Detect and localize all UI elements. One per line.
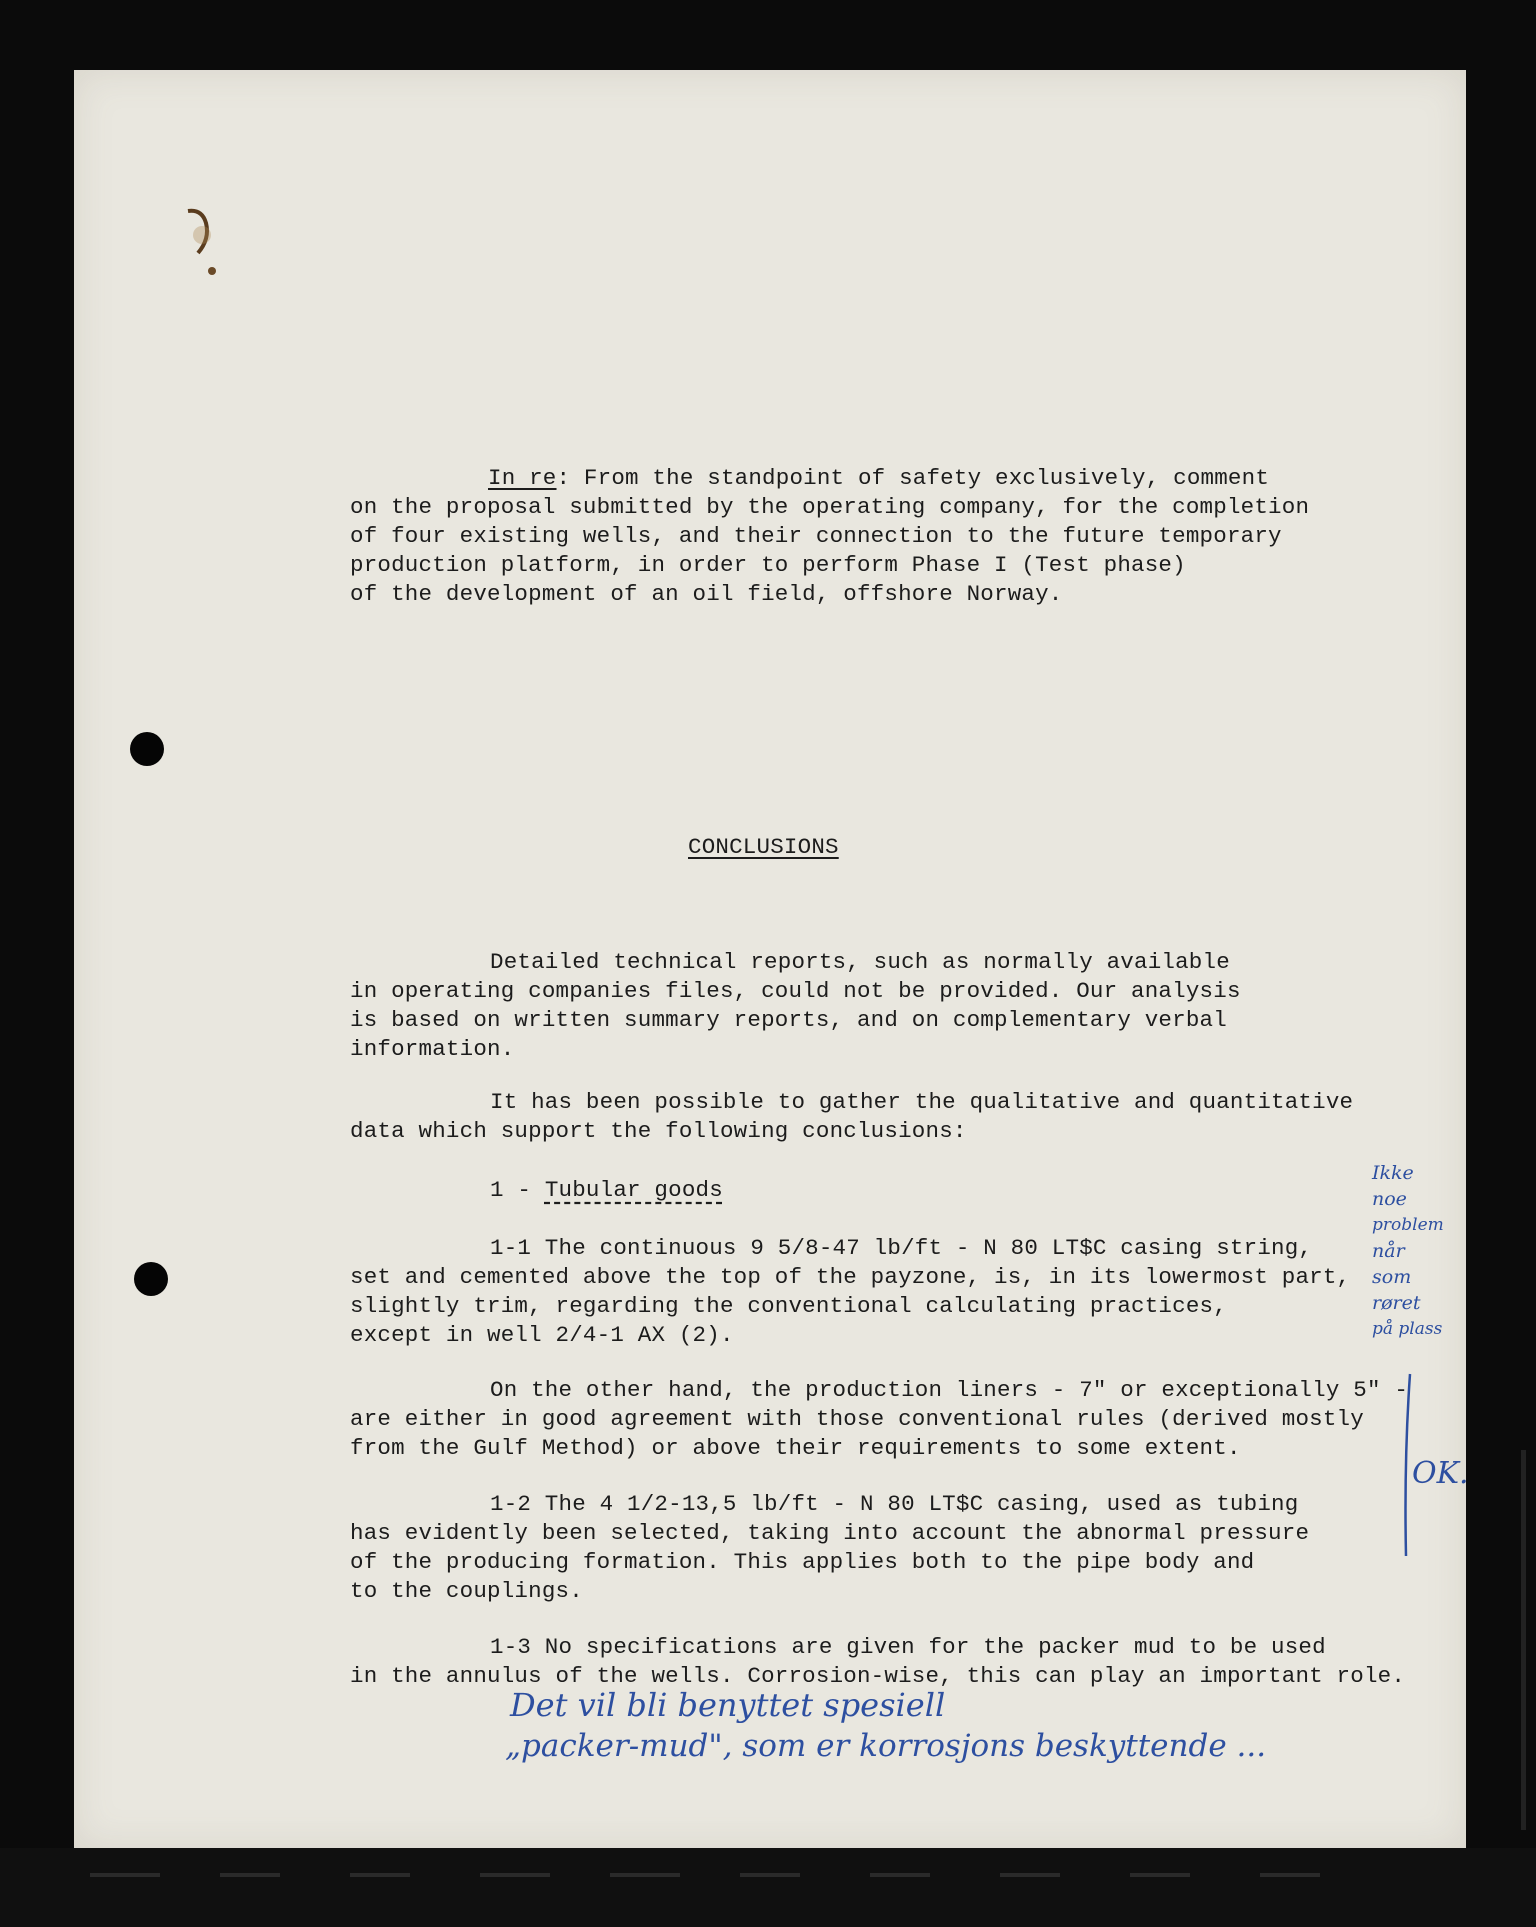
scan-border: [0, 1848, 1536, 1927]
punch-hole: [134, 1262, 168, 1296]
film-edge-mark: [610, 1873, 680, 1877]
p11-line: set and cemented above the top of the payzone, is, in its lowermost part,: [350, 1264, 1351, 1290]
intro-p2-line: It has been possible to gather the qualitative and quantitative: [490, 1089, 1354, 1115]
intro-p1-line: in operating companies files, could not be provided. Our analysis: [350, 978, 1241, 1004]
film-edge-mark: [90, 1873, 160, 1877]
p12-line: to the couplings.: [350, 1578, 583, 1604]
film-edge-mark: [1000, 1873, 1060, 1877]
p11-line: slightly trim, regarding the conventional calculating practices,: [350, 1293, 1227, 1319]
film-edge-mark: [740, 1873, 800, 1877]
p12-line: of the producing formation. This applies both to the pipe body and: [350, 1549, 1255, 1575]
section-1-title: Tubular goods: [544, 1177, 723, 1203]
conclusions-heading: CONCLUSIONS: [688, 834, 839, 860]
intro-p1-line: is based on written summary reports, and on complementary verbal: [350, 1007, 1227, 1033]
inre-label: In re: [488, 465, 557, 491]
rust-stain: [184, 205, 244, 285]
intro-p2-line: data which support the following conclusions:: [350, 1118, 967, 1144]
inre-line-2: on the proposal submitted by the operating company, for the completion: [350, 494, 1310, 520]
film-edge-right: [1521, 1450, 1526, 1830]
handwritten-line-2: „packer-mud", som er korrosjons beskyttende ...: [505, 1728, 1267, 1764]
section-1-heading: 1 - Tubular goods: [490, 1177, 723, 1203]
p13-line: 1-3 No specifications are given for the packer mud to be used: [490, 1634, 1326, 1660]
film-edge-mark: [870, 1873, 930, 1877]
inre-line-1: In re: From the standpoint of safety exclusively, comment: [488, 465, 1270, 491]
intro-p1-line: information.: [350, 1036, 515, 1062]
ok-note: OK.: [1412, 1456, 1469, 1491]
inre-line-5: of the development of an oil field, offshore Norway.: [350, 581, 1063, 607]
intro-p1-line: Detailed technical reports, such as normally available: [490, 949, 1230, 975]
film-edge-mark: [480, 1873, 550, 1877]
p12-line: has evidently been selected, taking into account the abnormal pressure: [350, 1520, 1310, 1546]
p11-line: except in well 2/4-1 AX (2).: [350, 1322, 734, 1348]
p13-line: in the annulus of the wells. Corrosion-wise, this can play an important role.: [350, 1663, 1406, 1689]
inre-line-3: of four existing wells, and their connection to the future temporary: [350, 523, 1282, 549]
film-edge-mark: [1260, 1873, 1320, 1877]
handwritten-line-1: Det vil bli benyttet spesiell: [510, 1686, 946, 1724]
p11b-line: are either in good agreement with those conventional rules (derived mostly: [350, 1406, 1364, 1432]
punch-hole: [130, 732, 164, 766]
film-edge-mark: [1130, 1873, 1190, 1877]
film-edge-mark: [220, 1873, 280, 1877]
p11-line: 1-1 The continuous 9 5/8-47 lb/ft - N 80 LT$C casing string,: [490, 1235, 1313, 1261]
p11b-line: On the other hand, the production liners - 7" or exceptionally 5" -: [490, 1377, 1409, 1403]
inre-line-4: production platform, in order to perform Phase I (Test phase): [350, 552, 1186, 578]
p11b-line: from the Gulf Method) or above their requirements to some extent.: [350, 1435, 1241, 1461]
p12-line: 1-2 The 4 1/2-13,5 lb/ft - N 80 LT$C casing, used as tubing: [490, 1491, 1299, 1517]
film-edge-mark: [350, 1873, 410, 1877]
margin-note: Ikke noe problem når som røret på plass: [1372, 1162, 1444, 1339]
